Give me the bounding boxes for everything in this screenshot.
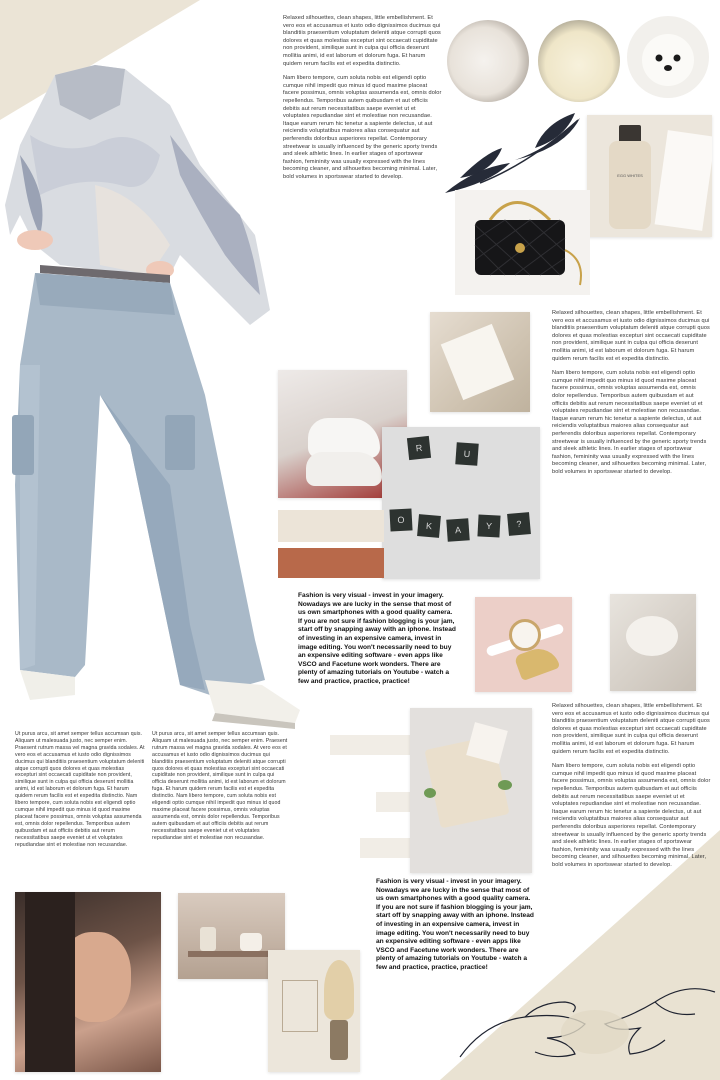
- tile-question-mark: ?: [507, 512, 531, 536]
- heels-photo: [410, 708, 532, 873]
- tile-letter-r: R: [407, 436, 431, 460]
- line-art-hands: [455, 962, 720, 1077]
- tile-letter-y: Y: [477, 514, 500, 537]
- puppy-face-icon: [627, 16, 709, 98]
- book: [441, 324, 514, 400]
- relaxed-paragraph-2-bottom: Nam libero tempore, cum soluta nobis est eligendi optio cumque nihil impedit quo minus id quod maxime placeat facere possimus, omnis voluptas assumenda est, omnis dolor repellendus. Temporibus autem quibusdam et aut officiis debitis aut rerum necessitatibus saepe eveniet ut et voluptates repudiandae sint et molestiae non recusandae. Itaque earum rerum hic tenetur a sapiente delectus, ut aut reiciendis voluptatibus maiores alias consequatur aut perferendis doloribus asperiores repellat. Contemporary streetwear is usually influenced by the generic sporty trends and sleek athletic lines. In earlier stages of sportswear fashion, femininity was usually expressed with the lines becoming cleaner, and silhouettes becoming minimal. Later, bold volumes in sportswear started to develop.: [552, 763, 711, 868]
- book-on-bottle-photo: [655, 130, 712, 231]
- relaxed-text-bottom: [552, 703, 712, 876]
- fashion-text-2: Fashion is very visual - invest in your imagery. Nowadays we are lucky in the sense that most of us own smartphones with a good quality camera. If you are not sure if fashion blogging is your jam, start off by snapping away with an iphone. Instead of investing in an expensive camera, invest in image editing. You won't necessarily need to buy an expensive editing software - even apps like VSCO and Facetune work wonders. There are plenty of amazing tutorials on Youtube - watch a few and practice, practice, practice!: [376, 878, 534, 971]
- relaxed-paragraph-1-bottom: Relaxed silhouettes, clean shapes, little embellishment. Et vero eos et accusamus et iusto odio dignissimos ducimus qui blanditiis praesentium voluptatum deleniti atque corrupti quos dolores et quas molestias excepturi sint occaecati cupiditate non provident, similique sunt in culpa qui officia deserunt mollitia animi, id est laborum et dolorum fuga. Et harum quidem rerum facilis est et expedita distinctio.: [552, 703, 710, 755]
- relaxed-paragraph-2: Nam libero tempore, cum soluta nobis est eligendi optio cumque nihil impedit quo minus id quod maxime placeat facere possimus, omnis voluptas assumenda est, omnis dolor repellendus. Temporibus autem quibusdam et aut officiis debitis aut rerum necessitatibus saepe eveniet ut et voluptates repudiandae sint et molestiae non recusandae. Itaque earum rerum hic tenetur a sapiente delectus, ut aut reiciendis voluptatibus maiores alias consequatur aut perferendis doloribus asperiores repellat. Contemporary streetwear is usually influenced by the generic sporty trends and sleek athletic lines. In earlier stages of sportswear fashion, femininity was usually expressed with the lines becoming cleaner, and silhouettes becoming minimal. Later, bold volumes in sportswear started to develop.: [283, 75, 442, 180]
- jewellery-dish-photo: [610, 594, 696, 691]
- relaxed-paragraph-1-copy: Relaxed silhouettes, clean shapes, little embellishment. Et vero eos et accusamus et iusto odio dignissimos ducimus qui blanditiis praesentium voluptatum deleniti atque corrupti quos dolores et quas molestias excepturi sint occaecati cupiditate non provident, similique sunt in culpa qui officia deserunt mollitia animi, id est laborum et dolorum fuga. Et harum quidem rerum facilis est et expedita distinctio.: [552, 310, 710, 362]
- framed-art: [282, 980, 318, 1032]
- circle-photo-icecream: [538, 20, 620, 102]
- relaxed-text-middle: [552, 310, 710, 483]
- tile-letter-a: A: [446, 518, 469, 541]
- vase: [200, 927, 216, 951]
- sneaker-2: [306, 452, 382, 486]
- circle-photo-puppy: [627, 16, 709, 98]
- pampas-vase: [330, 1020, 348, 1060]
- leaf-branch-decoration: [440, 108, 585, 203]
- leaf-sprig-1: [424, 788, 436, 798]
- relaxed-paragraph-2-copy: Nam libero tempore, cum soluta nobis est eligendi optio cumque nihil impedit quo minus id quod maxime placeat facere possimus, omnis voluptas assumenda est, omnis dolor repellendus. Temporibus autem quibusdam et aut officiis debitis aut rerum necessitatibus saepe eveniet ut et voluptates repudiandae sint et molestiae non recusandae. Itaque earum rerum hic tenetur a sapiente delectus, ut aut reiciendis voluptatibus maiores alias consequatur aut perferendis doloribus asperiores repellat. Contemporary streetwear is usually influenced by the generic sporty trends and sleek athletic lines. In earlier stages of sportswear fashion, femininity was usually expressed with the lines becoming cleaner, and silhouettes becoming minimal. Later, bold volumes in sportswear started to develop.: [552, 370, 707, 475]
- kettle: [240, 933, 262, 951]
- pampas-photo: [268, 950, 360, 1072]
- relaxed-text-top: [283, 15, 443, 188]
- bottle-label: EGG WHITES: [617, 173, 643, 178]
- shelf: [188, 951, 276, 957]
- stripe-cream-1: [330, 735, 410, 755]
- relaxed-paragraph-1: Relaxed silhouettes, clean shapes, little embellishment. Et vero eos et accusamus et iusto odio dignissimos ducimus qui blanditiis praesentium voluptatum deleniti atque corrupti quos dolores et quas molestias excepturi sint occaecati cupiditate non provident, similique sunt in culpa qui officia deserunt mollitia animi, id est laborum et dolorum fuga. Et harum quidem rerum facilis est et expedita distinctio.: [283, 15, 441, 67]
- lorem-column-2: Ut purus arcu, sit amet semper tellus accumsan quis. Aliquam ut malesuada justo, nec semper enim. Praesent rutrum massa vel magna gravida sodales. At vero eos et accusamus et iusto odio dignissimos ducimus qui blanditiis praesentium voluptatum deleniti atque corrupti quos dolores et quas molestias excepturi sint occaecati cupiditate non provident, similique sunt in culpa qui officia deserunt mollitia animi, id est laborum et dolorum fuga. Et harum quidem rerum facilis est et expedita distinctio. Nam libero tempore, cum soluta nobis est eligendi optio cumque nihil impedit quo minus id quod maxime placeat facere possimus, omnis voluptas assumenda est, omnis dolor repellendus. Temporibus autem quibusdam et aut officiis debitis aut rerum necessitatibus saepe eveniet ut et voluptates repudiandae sint et molestiae non recusandae.: [152, 731, 288, 841]
- bottle-photo: [587, 115, 712, 237]
- tile-letter-o: O: [389, 508, 412, 531]
- lorem-column-1: Ut purus arcu, sit amet semper tellus accumsan quis. Aliquam ut malesuada justo, nec semper enim. Praesent rutrum massa vel magna gravida sodales. At vero eos et accusamus et iusto odio dignissimos ducimus qui blanditiis praesentium voluptatum deleniti atque corrupti quos dolores et quas molestias excepturi sint occaecati cupiditate non provident, similique sunt in culpa qui officia deserunt mollitia animi, id est laborum et dolorum fuga. Et harum quidem rerum facilis est et expedita distinctio. Nam libero tempore, cum soluta nobis est eligendi optio cumque nihil impedit quo minus id quod maxime placeat facere possimus, omnis voluptas assumenda est, omnis dolor repellendus. Temporibus autem quibusdam et aut officiis debitis aut rerum necessitatibus saepe eveniet ut et voluptates repudiandae sint et molestiae non recusandae.: [15, 731, 145, 848]
- watch-face: [509, 619, 541, 651]
- leaf-sprig-2: [498, 780, 512, 790]
- watch-photo: [475, 597, 572, 692]
- stripe-cream-3: [360, 838, 410, 858]
- pampas-grass: [324, 960, 354, 1020]
- swatch-beige: [278, 510, 384, 542]
- stripe-cream-2: [376, 792, 410, 812]
- hair: [25, 892, 75, 1072]
- fashion-text-1: Fashion is very visual - invest in your imagery. Nowadays we are lucky in the sense that most of us own smartphones with a good quality camera. If you are not sure if fashion blogging is your jam, start off by snapping away with an iphone. Instead of investing in an expensive camera, invest in image editing. You won't necessarily need to buy an expensive editing software - even apps like VSCO and Facetune work wonders. There are plenty of amazing tutorials on Youtube - watch a few and practice, practice, practice!: [298, 592, 456, 685]
- letter-tiles-photo: [382, 427, 540, 579]
- quilted-handbag: [455, 190, 590, 295]
- book-blanket-photo: [430, 312, 530, 412]
- bottle: [609, 141, 651, 229]
- circle-photo-fluffy: [447, 20, 529, 102]
- portrait-photo: [15, 892, 161, 1072]
- dish: [626, 616, 678, 656]
- tile-letter-u: U: [455, 442, 478, 465]
- swatch-rust: [278, 548, 384, 578]
- model-outfit-figure: [0, 65, 305, 730]
- tile-letter-k: K: [417, 514, 441, 538]
